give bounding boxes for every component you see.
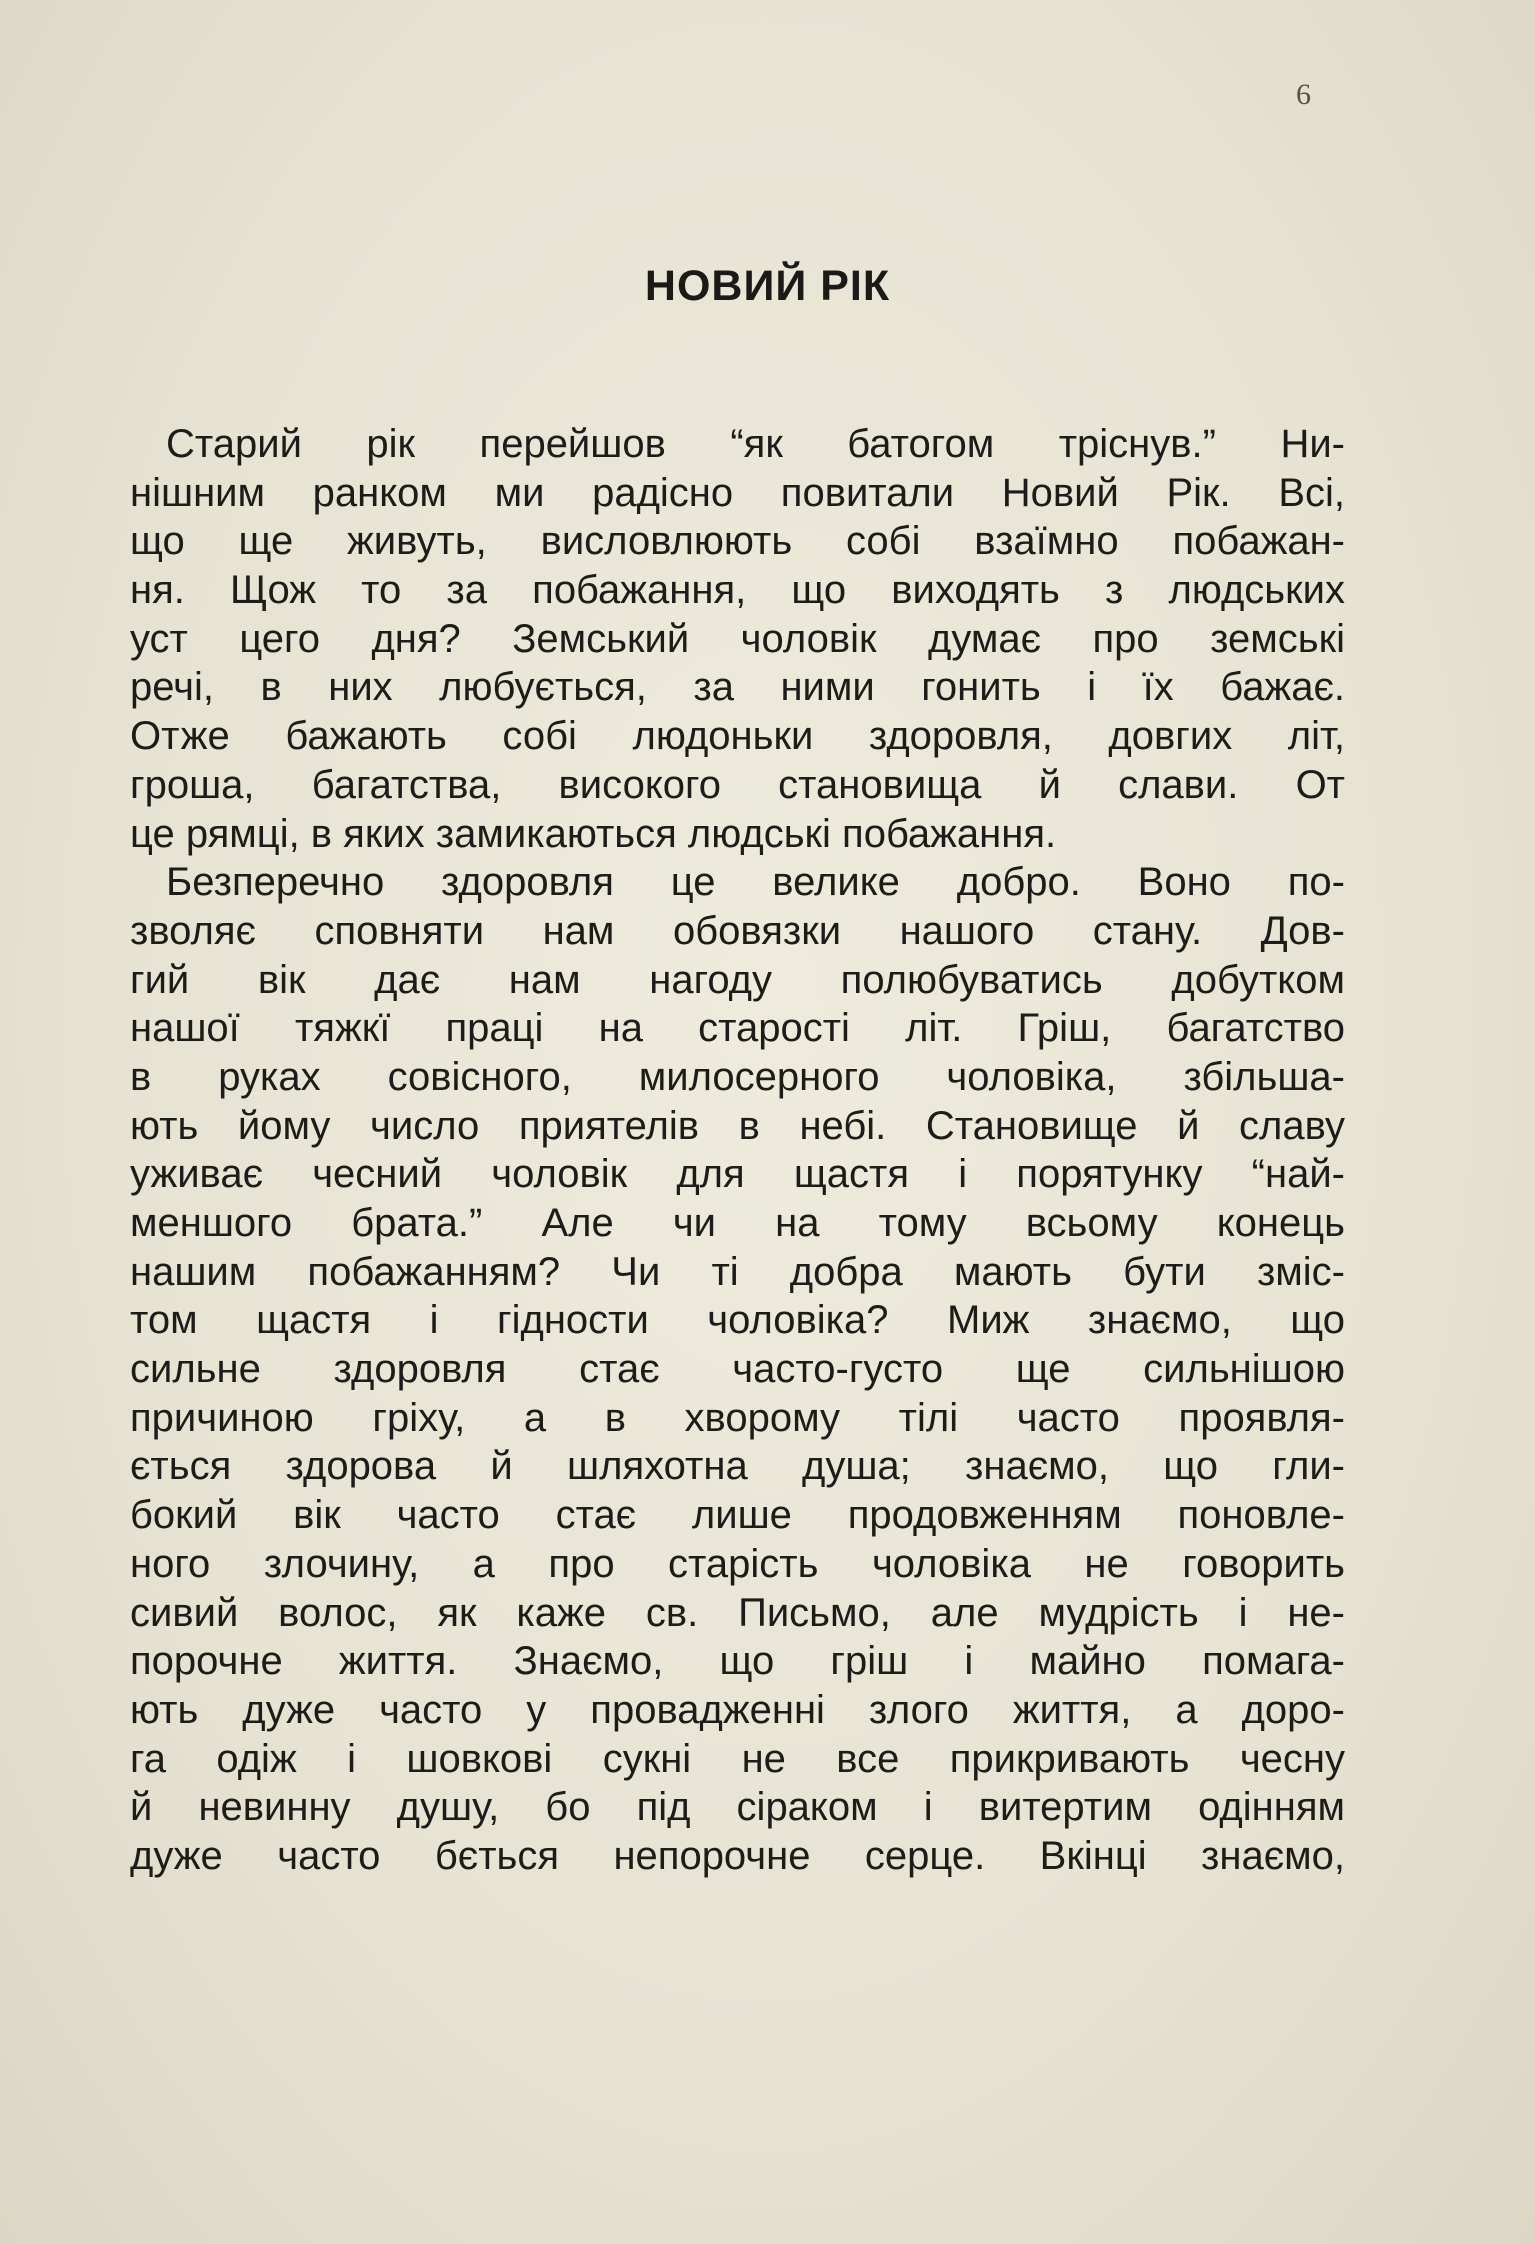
text-line: том щастя і гідности чоловіка? Миж знаємо, що	[130, 1298, 1345, 1343]
text-line: сильне здоровля стає часто-густо ще сильнішою	[130, 1347, 1345, 1392]
text-line: що ще живуть, висловлюють собі взаїмно побажан-	[130, 519, 1345, 564]
text-line: гий вік дає нам нагоду полюбуватись добутком	[130, 957, 1345, 1002]
text-line: Старий рік перейшов “як батогом тріснув.” Ни-	[166, 422, 1345, 466]
text-line: нашим побажанням? Чи ті добра мають бути зміс-	[130, 1249, 1345, 1294]
text-line: Отже бажають собі людоньки здоровля, довгих літ,	[130, 714, 1345, 759]
text-line: ють йому число приятелів в небі. Становище й славу	[130, 1103, 1345, 1148]
text-line: нішним ранком ми радісно повитали Новий Рік. Всі,	[130, 470, 1345, 515]
text-line: ють дуже часто у провадженні злого життя, а доро-	[130, 1687, 1345, 1732]
text-line: уживає чесний чоловік для щастя і порятунку “най-	[130, 1152, 1345, 1197]
text-line: це рямці, в яких замикаються людські побажання.	[130, 811, 1057, 856]
text-line: уст цего дня? Земський чоловік думає про земські	[130, 616, 1345, 661]
text-line: порочне життя. Знаємо, що гріш і майно помага-	[130, 1639, 1345, 1684]
text-line: ється здорова й шляхотна душа; знаємо, що гли-	[130, 1444, 1345, 1489]
text-line: зволяє сповняти нам обовязки нашого стану. Дов-	[130, 908, 1345, 953]
text-line: нашої тяжкї праці на старості літ. Гріш, багатство	[130, 1006, 1345, 1051]
text-line: сивий волос, як каже св. Письмо, але мудрість і не-	[130, 1590, 1345, 1635]
chapter-title: НОВИЙ РІК	[644, 262, 891, 310]
text-line: Безперечно здоровля це велике добро. Воно по-	[166, 860, 1345, 905]
text-line: дуже часто бється непорочне серце. Вкінці знаємо,	[130, 1833, 1345, 1878]
text-line: меншого брата.” Але чи на тому всьому конець	[130, 1201, 1345, 1245]
body-text	[130, 420, 1345, 1881]
text-line: ного злочину, а про старість чоловіка не говорить	[130, 1541, 1345, 1586]
text-line: в руках совісного, милосерного чоловіка, збільша-	[130, 1054, 1345, 1099]
text-line: причиною гріху, а в хворому тілі часто проявля-	[130, 1395, 1345, 1440]
text-line: речі, в них любується, за ними гонить і їх бажає.	[130, 665, 1345, 710]
text-line: гроша, багатства, високого становища й слави. От	[130, 762, 1345, 807]
text-line: ня. Щож то за побажання, що виходять з людських	[130, 568, 1345, 613]
text-line: га одіж і шовкові сукні не все прикривають чесну	[130, 1736, 1345, 1781]
text-line: бокий вік часто стає лише продовженням поновле-	[130, 1493, 1345, 1538]
page-number: 6	[1296, 78, 1311, 111]
text-line: й невинну душу, бо під сіраком і витертим одінням	[130, 1785, 1345, 1830]
